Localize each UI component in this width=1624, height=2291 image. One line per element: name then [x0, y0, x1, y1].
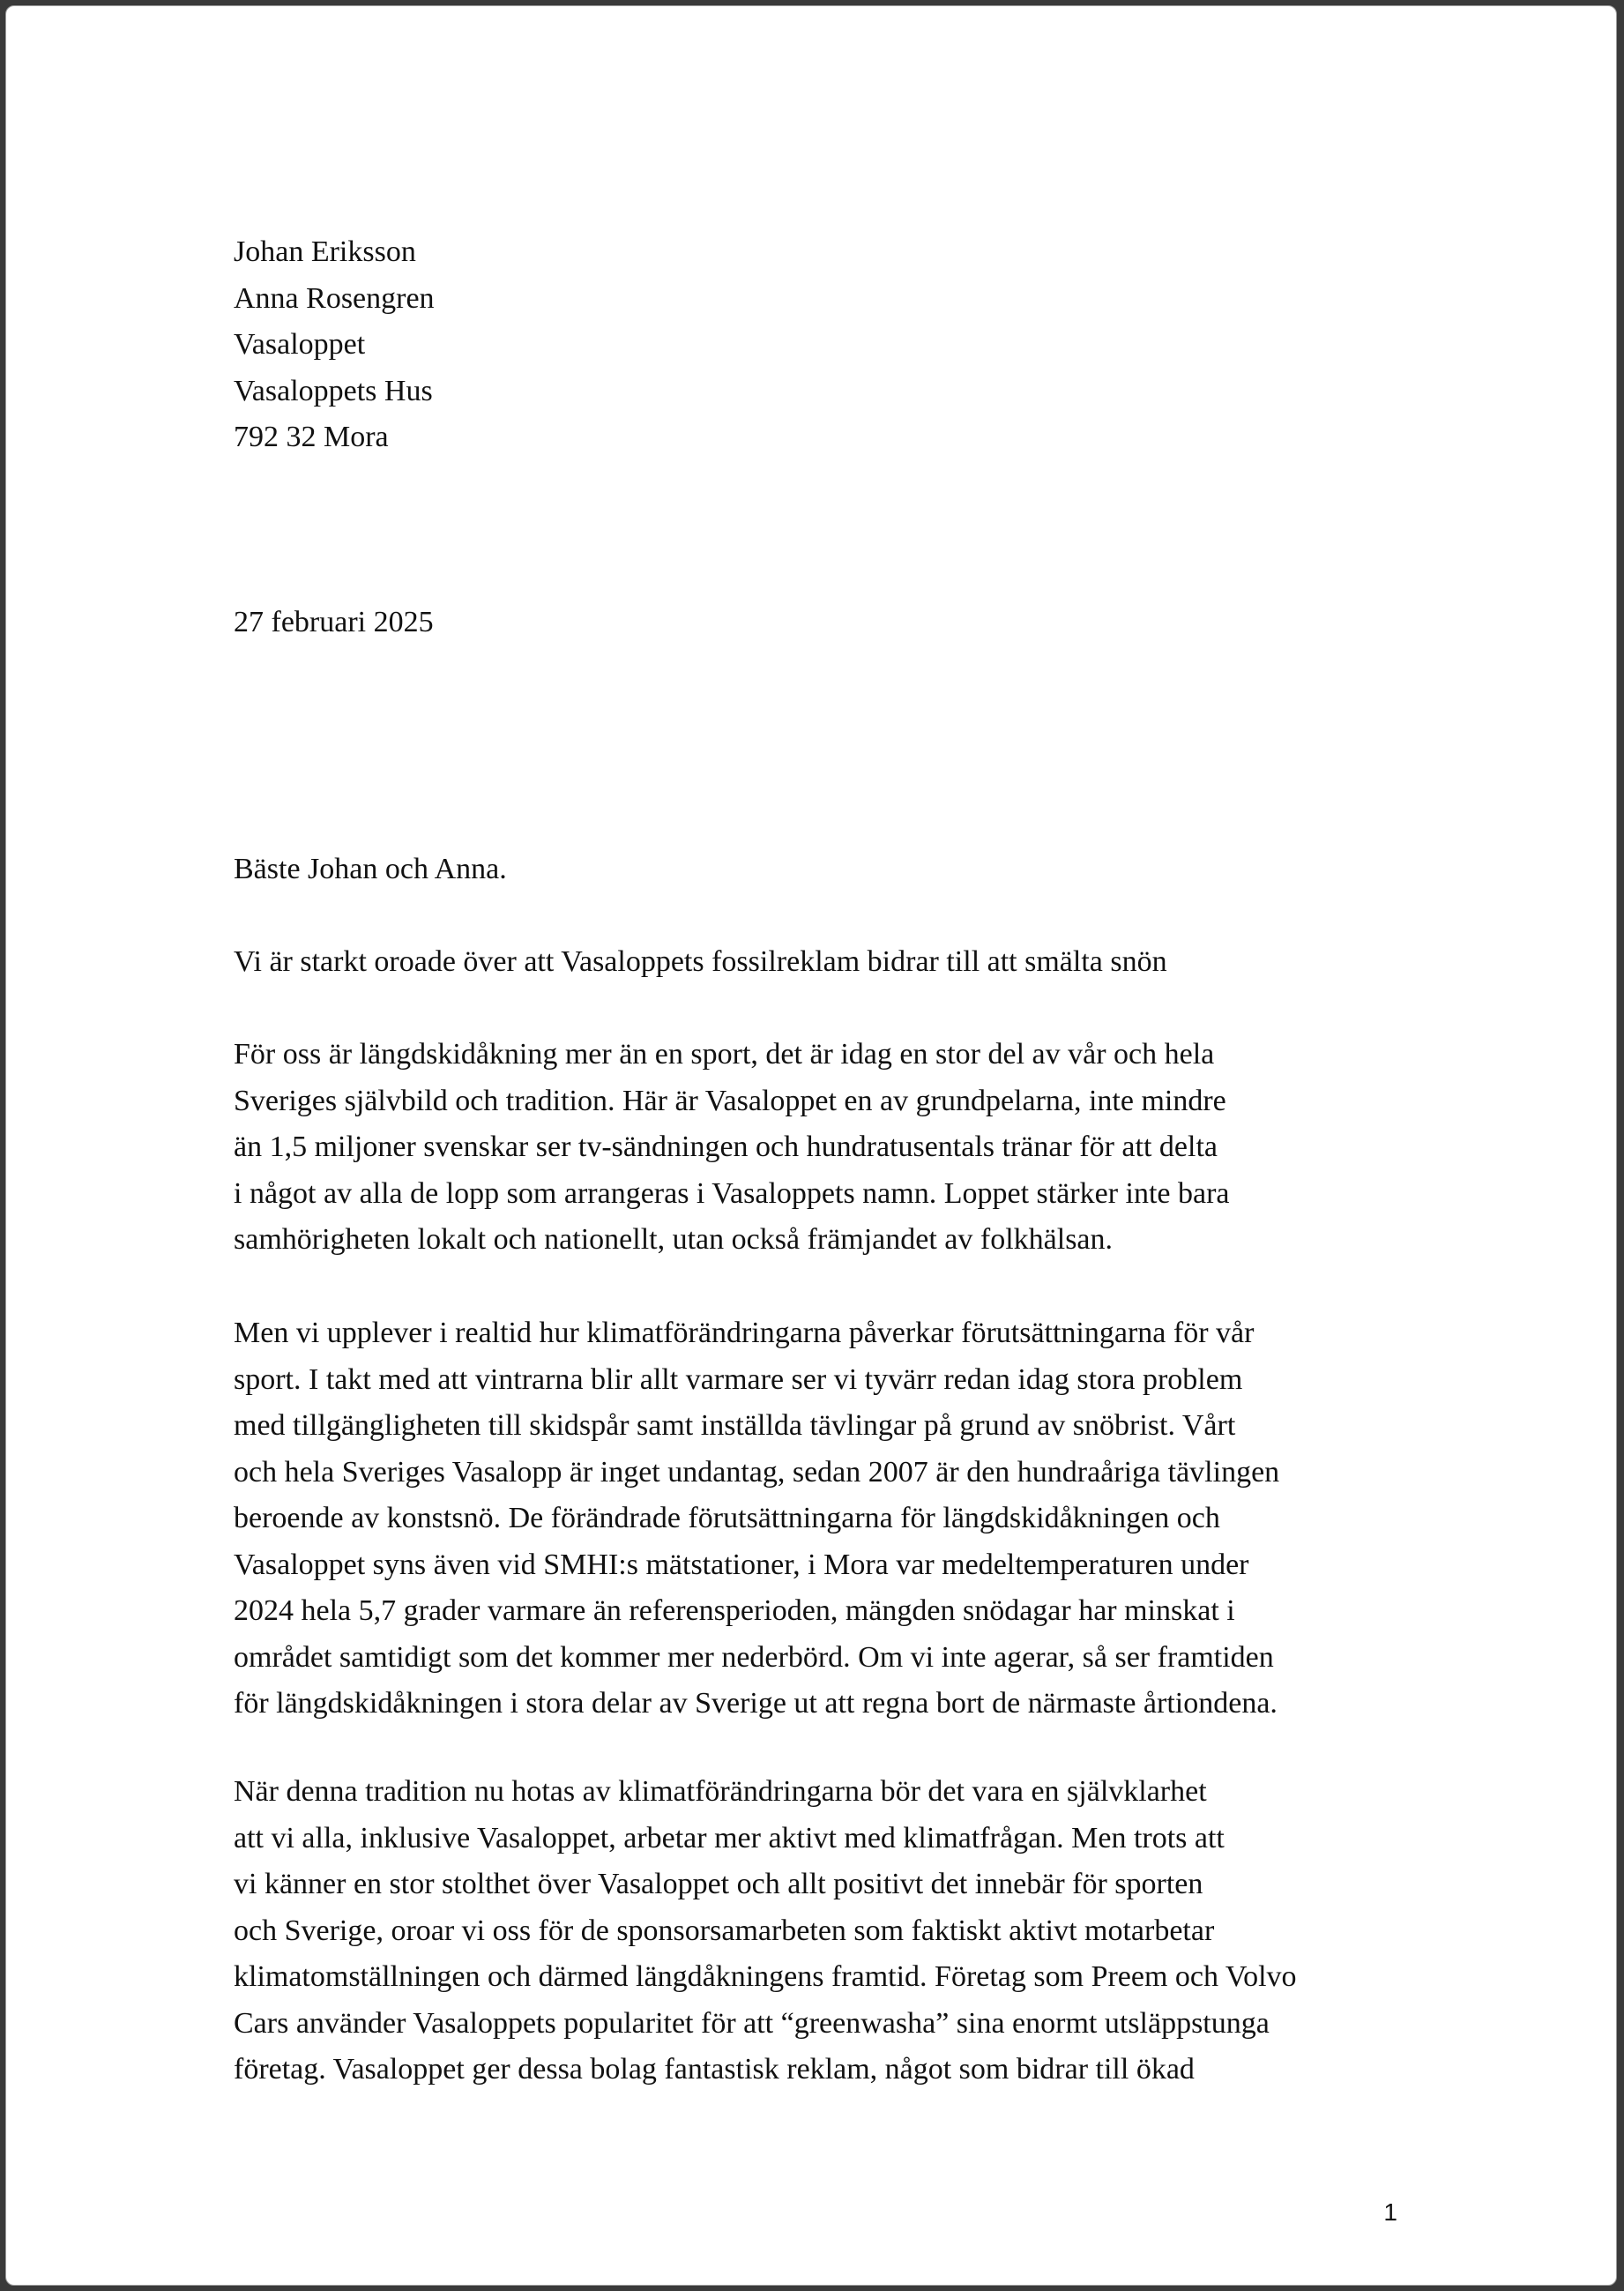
paragraph-line: med tillgängligheten till skidspår samt inställda tävlingar på grund av snöbrist. Vårt — [234, 1409, 1236, 1442]
paragraph-line: När denna tradition nu hotas av klimatförändringarna bör det vara en självklarhet — [234, 1775, 1207, 1808]
paragraph-line: än 1,5 miljoner svenskar ser tv-sändningen och hundratusentals tränar för att delta — [234, 1131, 1218, 1163]
recipient-address — [234, 229, 1415, 461]
paragraph-line: sport. I takt med att vintrarna blir allt varmare ser vi tyvärr redan idag stora problem — [234, 1362, 1243, 1396]
date-text: 27 februari 2025 — [234, 606, 434, 638]
paragraph-line: För oss är längdskidåkning mer än en sport, det är idag en stor del av vår och hela — [234, 1038, 1215, 1071]
document-page — [5, 5, 1617, 2286]
paragraph-line: och hela Sveriges Vasalopp är inget undantag, sedan 2007 är den hundraåriga tävlingen — [234, 1455, 1280, 1489]
paragraph-line: området samtidigt som det kommer mer nederbörd. Om vi inte agerar, så ser framtiden — [234, 1640, 1274, 1674]
paragraph-line: beroende av konstsnö. De förändrade förutsättningarna för längdskidåkningen och — [234, 1502, 1220, 1534]
body-paragraph-3 — [234, 1769, 1415, 2093]
salutation — [234, 847, 1415, 893]
paragraph-line: och Sverige, oroar vi oss för de sponsorsamarbeten som faktiskt aktivt motarbetar — [234, 1914, 1215, 1947]
body-paragraph-1 — [234, 1032, 1415, 1264]
paragraph-line: samhörigheten lokalt och nationellt, utan också främjandet av folkhälsan. — [234, 1223, 1114, 1256]
recipient-line: 792 32 Mora — [234, 421, 389, 453]
salutation-text: Bäste Johan och Anna. — [234, 853, 507, 885]
paragraph-line: Cars använder Vasaloppets popularitet för att “greenwasha” sina enormt utsläppstunga — [234, 2006, 1270, 2040]
heading-text: Vi är starkt oroade över att Vasaloppets fossilreklam bidrar till att smälta snön — [234, 945, 1167, 978]
paragraph-line: för längdskidåkningen i stora delar av Sverige ut att regna bort de närmaste årtiondena. — [234, 1687, 1278, 1720]
paragraph-line: 2024 hela 5,7 grader varmare än referensperioden, mängden snödagar har minskat i — [234, 1594, 1235, 1627]
paragraph-line: Sveriges självbild och tradition. Här är Vasaloppet en av grundpelarna, inte mindre — [234, 1084, 1226, 1117]
body-paragraph-2 — [234, 1310, 1415, 1728]
page-number: 1 — [1383, 2198, 1397, 2226]
paragraph-line: Men vi upplever i realtid hur klimatförändringarna påverkar förutsättningarna för vår — [234, 1317, 1255, 1349]
paragraph-line: i något av alla de lopp som arrangeras i Vasaloppets namn. Loppet stärker inte bara — [234, 1176, 1230, 1210]
recipient-line: Johan Eriksson — [234, 235, 416, 268]
paragraph-line: Vasaloppet syns även vid SMHI:s mätstationer, i Mora var medeltemperaturen under — [234, 1548, 1249, 1581]
paragraph-line: företag. Vasaloppet ger dessa bolag fantastisk reklam, något som bidrar till ökad — [234, 2053, 1195, 2086]
recipient-line: Vasaloppets Hus — [234, 374, 433, 407]
paragraph-line: att vi alla, inklusive Vasaloppet, arbetar mer aktivt med klimatfrågan. Men trots att — [234, 1821, 1225, 1854]
paragraph-line: klimatomställningen och därmed längdåkningens framtid. Företag som Preem och Volvo — [234, 1960, 1297, 1993]
recipient-line: Vasaloppet — [234, 328, 366, 361]
paragraph-line: vi känner en stor stolthet över Vasaloppet och allt positivt det innebär för sporten — [234, 1868, 1203, 1900]
letter-date — [234, 600, 1415, 646]
letter-heading — [234, 939, 1415, 986]
recipient-line: Anna Rosengren — [234, 281, 435, 315]
